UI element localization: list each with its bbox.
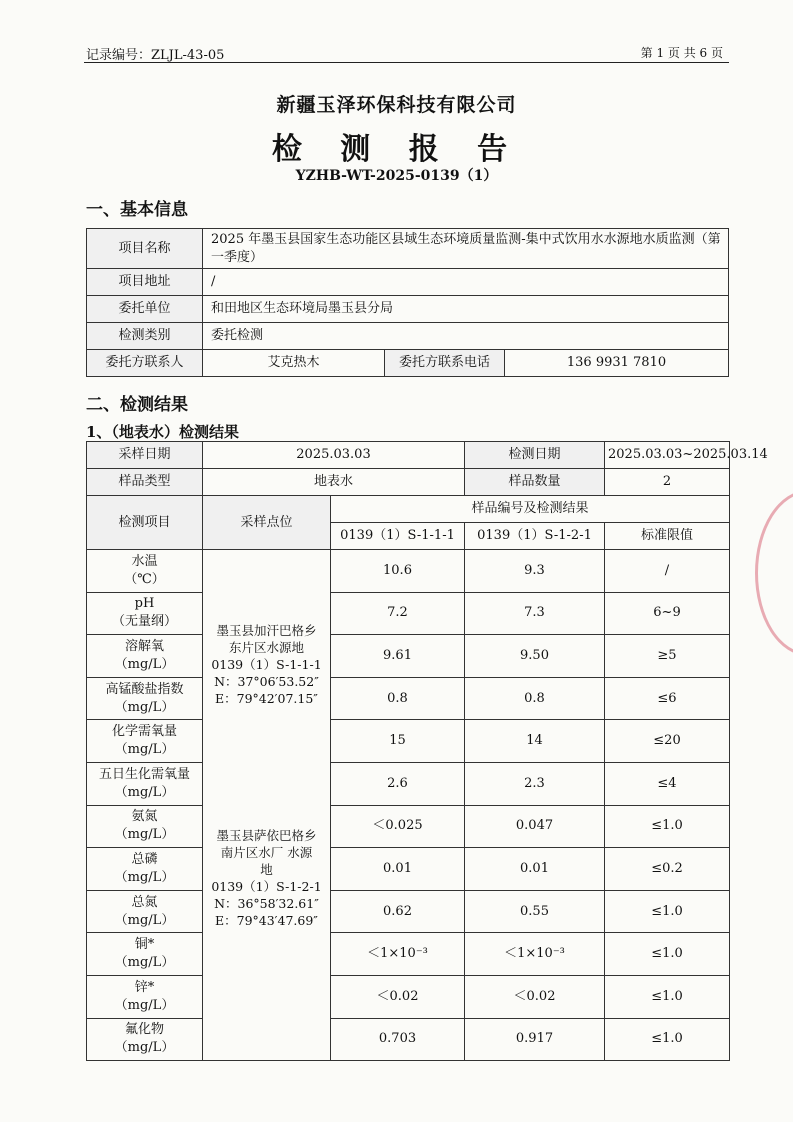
result-row — [87, 677, 730, 720]
value-phone: 136 9931 7810 — [505, 350, 729, 377]
location-2-line: 墨玉县萨依巴格乡 — [216, 828, 317, 843]
basic-info-table — [86, 228, 729, 377]
result-limit: ≤1.0 — [605, 933, 730, 976]
result-item-unit: （mg/L） — [114, 1040, 175, 1056]
result-item-unit: （无量纲） — [111, 614, 177, 630]
result-limit: ≤1.0 — [605, 890, 730, 933]
location-1-line: 0139（1）S-1-1-1 — [211, 657, 322, 672]
sampling-locations — [203, 550, 331, 1061]
location-2-line: 南片区水厂 水源 — [220, 845, 313, 860]
location-2-line: 地 — [260, 862, 273, 877]
result-row — [87, 848, 730, 891]
result-limit: ≤1.0 — [605, 1018, 730, 1061]
result-limit: ≤0.2 — [605, 848, 730, 891]
result-row — [87, 1018, 730, 1061]
row-address — [87, 269, 729, 296]
result-item-name: 氨氮 — [131, 809, 158, 825]
result-value-2: 0.047 — [465, 805, 605, 848]
result-limit: ≤20 — [605, 720, 730, 763]
result-item — [87, 550, 203, 593]
result-value-2: 14 — [465, 720, 605, 763]
header-limit: 标准限值 — [605, 523, 730, 550]
result-limit: ≤1.0 — [605, 805, 730, 848]
result-value-1: 0.62 — [331, 890, 465, 933]
result-value-1: 2.6 — [331, 762, 465, 805]
label-phone: 委托方联系电话 — [385, 350, 505, 377]
result-item-name: 五日生化需氧量 — [98, 766, 190, 782]
result-item-unit: （℃） — [124, 571, 165, 587]
result-item — [87, 677, 203, 720]
row-client — [87, 296, 729, 323]
result-limit: 6~9 — [605, 592, 730, 635]
result-item-unit: （mg/L） — [114, 699, 175, 715]
label-test-type: 检测类别 — [87, 323, 203, 350]
result-item-name: 化学需氧量 — [111, 724, 177, 740]
row-dates — [87, 442, 730, 469]
result-row — [87, 550, 730, 593]
result-value-2: 9.50 — [465, 635, 605, 678]
result-row — [87, 592, 730, 635]
location-1-line: 墨玉县加汗巴格乡 — [216, 623, 317, 638]
location-2-line: E：79°43′47.69″ — [215, 913, 318, 928]
result-limit: ≤4 — [605, 762, 730, 805]
label-project-name: 项目名称 — [87, 229, 203, 269]
value-sample-date: 2025.03.03 — [203, 442, 465, 469]
result-value-1: ＜1×10⁻³ — [331, 933, 465, 976]
result-value-1: 0.01 — [331, 848, 465, 891]
result-item-name: 高锰酸盐指数 — [105, 681, 184, 697]
result-limit: ≤1.0 — [605, 975, 730, 1018]
result-value-1: 0.8 — [331, 677, 465, 720]
result-item-unit: （mg/L） — [114, 997, 175, 1013]
result-row — [87, 890, 730, 933]
result-item-name: 锌* — [134, 979, 155, 995]
result-value-1: 0.703 — [331, 1018, 465, 1061]
result-item — [87, 975, 203, 1018]
result-item — [87, 720, 203, 763]
value-test-type: 委托检测 — [203, 323, 729, 350]
result-item-name: 氟化物 — [124, 1022, 164, 1038]
header-location: 采样点位 — [203, 496, 331, 550]
location-1-line: 东片区水源地 — [228, 640, 304, 655]
result-value-2: 0.8 — [465, 677, 605, 720]
result-value-1: 9.61 — [331, 635, 465, 678]
header-sample-2: 0139（1）S-1-2-1 — [465, 523, 605, 550]
result-value-2: ＜0.02 — [465, 975, 605, 1018]
value-project-name: 2025 年墨玉县国家生态功能区县域生态环境质量监测-集中式饮用水水源地水质监测（第一季度） — [203, 229, 729, 269]
record-number: 记录编号：ZLJL-43-05 — [86, 48, 225, 63]
header-divider — [84, 62, 729, 63]
row-header-1 — [87, 496, 730, 523]
header-sample-1: 0139（1）S-1-1-1 — [331, 523, 465, 550]
label-sample-count: 样品数量 — [465, 469, 605, 496]
row-sample-info — [87, 469, 730, 496]
result-value-1: 15 — [331, 720, 465, 763]
value-sample-count: 2 — [605, 469, 730, 496]
value-test-date: 2025.03.03~2025.03.14 — [605, 442, 730, 469]
result-row — [87, 762, 730, 805]
result-item — [87, 635, 203, 678]
location-1-line: N：37°06′53.52″ — [214, 674, 319, 689]
result-value-1: 10.6 — [331, 550, 465, 593]
location-2-line: 0139（1）S-1-2-1 — [211, 879, 322, 894]
result-value-2: 0.917 — [465, 1018, 605, 1061]
result-limit: / — [605, 550, 730, 593]
result-item-unit: （mg/L） — [114, 656, 175, 672]
label-address: 项目地址 — [87, 269, 203, 296]
result-value-1: ＜0.025 — [331, 805, 465, 848]
result-item-unit: （mg/L） — [114, 827, 175, 843]
result-row — [87, 933, 730, 976]
result-item-name: 总磷 — [131, 851, 158, 867]
result-row — [87, 975, 730, 1018]
section-results: 二、检测结果 — [86, 395, 188, 415]
result-value-2: 0.55 — [465, 890, 605, 933]
value-contact: 艾克热木 — [203, 350, 385, 377]
official-seal — [755, 490, 793, 656]
result-item — [87, 592, 203, 635]
result-item-unit: （mg/L） — [114, 912, 175, 928]
report-title: 检 测 报 告 — [271, 132, 522, 167]
row-contact — [87, 350, 729, 377]
result-value-2: 0.01 — [465, 848, 605, 891]
result-item-name: 总氮 — [131, 894, 158, 910]
header-sample-group: 样品编号及检测结果 — [331, 496, 730, 523]
result-row — [87, 720, 730, 763]
result-value-2: ＜1×10⁻³ — [465, 933, 605, 976]
result-value-2: 7.3 — [465, 592, 605, 635]
result-item-name: 铜* — [134, 937, 155, 953]
section-basic-info: 一、基本信息 — [86, 200, 188, 220]
result-item — [87, 890, 203, 933]
result-item — [87, 933, 203, 976]
header-item: 检测项目 — [87, 496, 203, 550]
value-sample-type: 地表水 — [203, 469, 465, 496]
value-address: / — [203, 269, 729, 296]
result-value-2: 9.3 — [465, 550, 605, 593]
result-item-name: pH — [134, 596, 155, 612]
label-sample-type: 样品类型 — [87, 469, 203, 496]
report-number: YZHB-WT-2025-0139（1） — [295, 168, 498, 184]
row-test-type — [87, 323, 729, 350]
result-item-unit: （mg/L） — [114, 955, 175, 971]
result-item-unit: （mg/L） — [114, 784, 175, 800]
result-item — [87, 1018, 203, 1061]
results-table — [86, 441, 768, 1061]
result-row — [87, 635, 730, 678]
result-value-2: 2.3 — [465, 762, 605, 805]
row-project-name — [87, 229, 729, 269]
result-item-unit: （mg/L） — [114, 869, 175, 885]
location-2-line: N：36°58′32.61″ — [214, 896, 319, 911]
location-1-line: E：79°42′07.15″ — [215, 691, 318, 706]
result-item — [87, 805, 203, 848]
company-name: 新疆玉泽环保科技有限公司 — [276, 94, 517, 116]
label-client: 委托单位 — [87, 296, 203, 323]
result-limit: ≥5 — [605, 635, 730, 678]
result-value-1: 7.2 — [331, 592, 465, 635]
result-limit: ≤6 — [605, 677, 730, 720]
result-item — [87, 762, 203, 805]
result-row — [87, 805, 730, 848]
location-spacer — [206, 707, 327, 827]
result-item-unit: （mg/L） — [114, 742, 175, 758]
label-contact: 委托方联系人 — [87, 350, 203, 377]
page-indicator: 第 1 页 共 6 页 — [640, 46, 723, 60]
label-sample-date: 采样日期 — [87, 442, 203, 469]
result-value-1: ＜0.02 — [331, 975, 465, 1018]
label-test-date: 检测日期 — [465, 442, 605, 469]
result-item — [87, 848, 203, 891]
result-item-name: 水温 — [131, 553, 158, 569]
subsection-surface-water: 1、（地表水）检测结果 — [86, 423, 239, 441]
value-client: 和田地区生态环境局墨玉县分局 — [203, 296, 729, 323]
result-item-name: 溶解氧 — [124, 638, 164, 654]
